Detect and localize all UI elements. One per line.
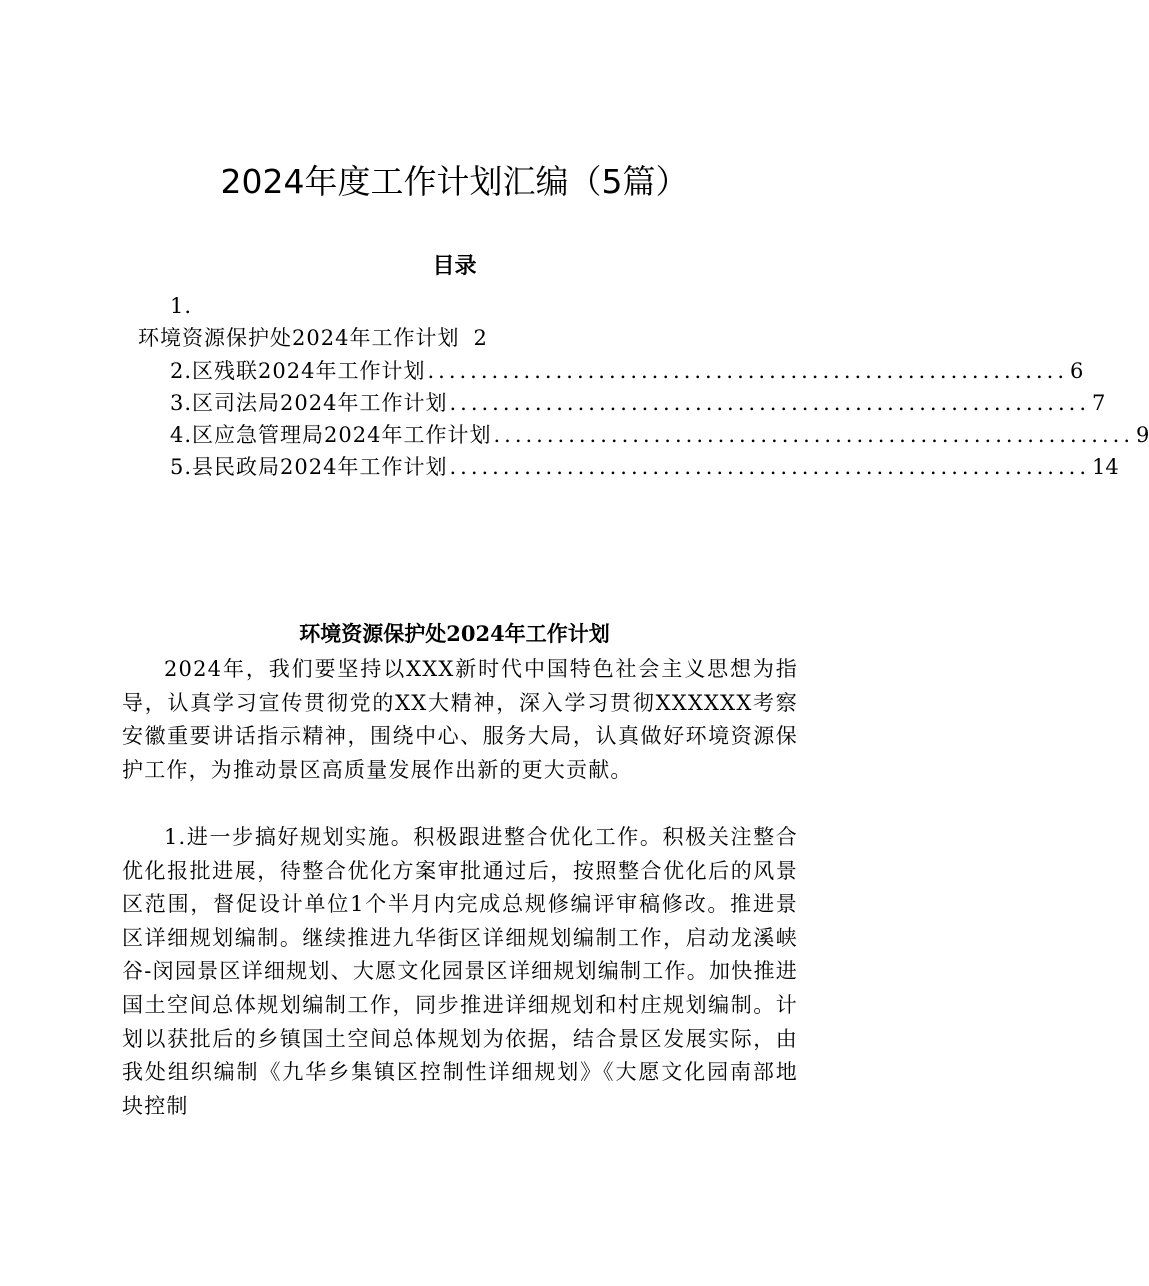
toc-entry-3[interactable] <box>170 387 1106 419</box>
toc-leader-dots: ............................................................ <box>449 455 1091 479</box>
body-paragraph-2: 1.进一步搞好规划实施。积极跟进整合优化工作。积极关注整合优化报批进展，待整合优化方案审批通过后，按照整合优化后的风景区范围，督促设计单位1个半月内完成总规修编评审稿修改。推进景区详细规划编制。继续推进九华街区详细规划编制工作，启动龙溪峡谷-闵园景区详细规划、大愿文化园景区详细规划编制工作。加快推进国土空间总体规划编制工作，同步推进详细规划和村庄规划编制。计划以获批后的乡镇国土空间总体规划为依据，结合景区发展实际，由我处组织编制《九华乡集镇区控制性详细规划》《大愿文化园南部地块控制 <box>122 825 798 1118</box>
toc-heading: 目录 <box>432 253 477 279</box>
toc-entry-label: 3.区司法局2024年工作计划 <box>170 391 448 415</box>
toc-entry-page: 14 <box>1092 455 1119 479</box>
toc-entry-1[interactable] <box>138 322 488 354</box>
body-paragraph-1: 2024年，我们要坚持以XXX新时代中国特色社会主义思想为指导，认真学习宣传贯彻党的XX大精神，深入学习贯彻XXXXXX考察安徽重要讲话指示精神，围绕中心、服务大局，认真做好环境资源保护工作，为推动景区高质量发展作出新的更大贡献。 <box>122 657 798 782</box>
toc-entry-page: 7 <box>1092 391 1106 415</box>
toc-entry-2[interactable] <box>170 355 1084 387</box>
toc-entry-5[interactable] <box>170 451 1119 483</box>
document-title: 2024年度工作计划汇编（5篇） <box>220 162 689 201</box>
toc-entry-1-title: 环境资源保护处2024年工作计划 <box>138 326 460 350</box>
toc-entry-label: 4.区应急管理局2024年工作计划 <box>170 423 492 447</box>
toc-leader-dots: ............................................................ <box>493 423 1135 447</box>
toc-leader-dots: ............................................................ <box>427 359 1069 383</box>
toc-entry-1-number: 1. <box>170 294 193 318</box>
toc-entry-1-page: 2 <box>473 326 488 350</box>
toc-entry-page: 6 <box>1070 359 1084 383</box>
toc-entry-label: 2.区残联2024年工作计划 <box>170 359 426 383</box>
toc-entry-label: 5.县民政局2024年工作计划 <box>170 455 448 479</box>
toc-leader-dots: ............................................................ <box>449 391 1091 415</box>
toc-entry-4[interactable] <box>170 419 1149 451</box>
section-title: 环境资源保护处2024年工作计划 <box>299 621 610 646</box>
toc-entry-page: 9 <box>1136 423 1149 447</box>
